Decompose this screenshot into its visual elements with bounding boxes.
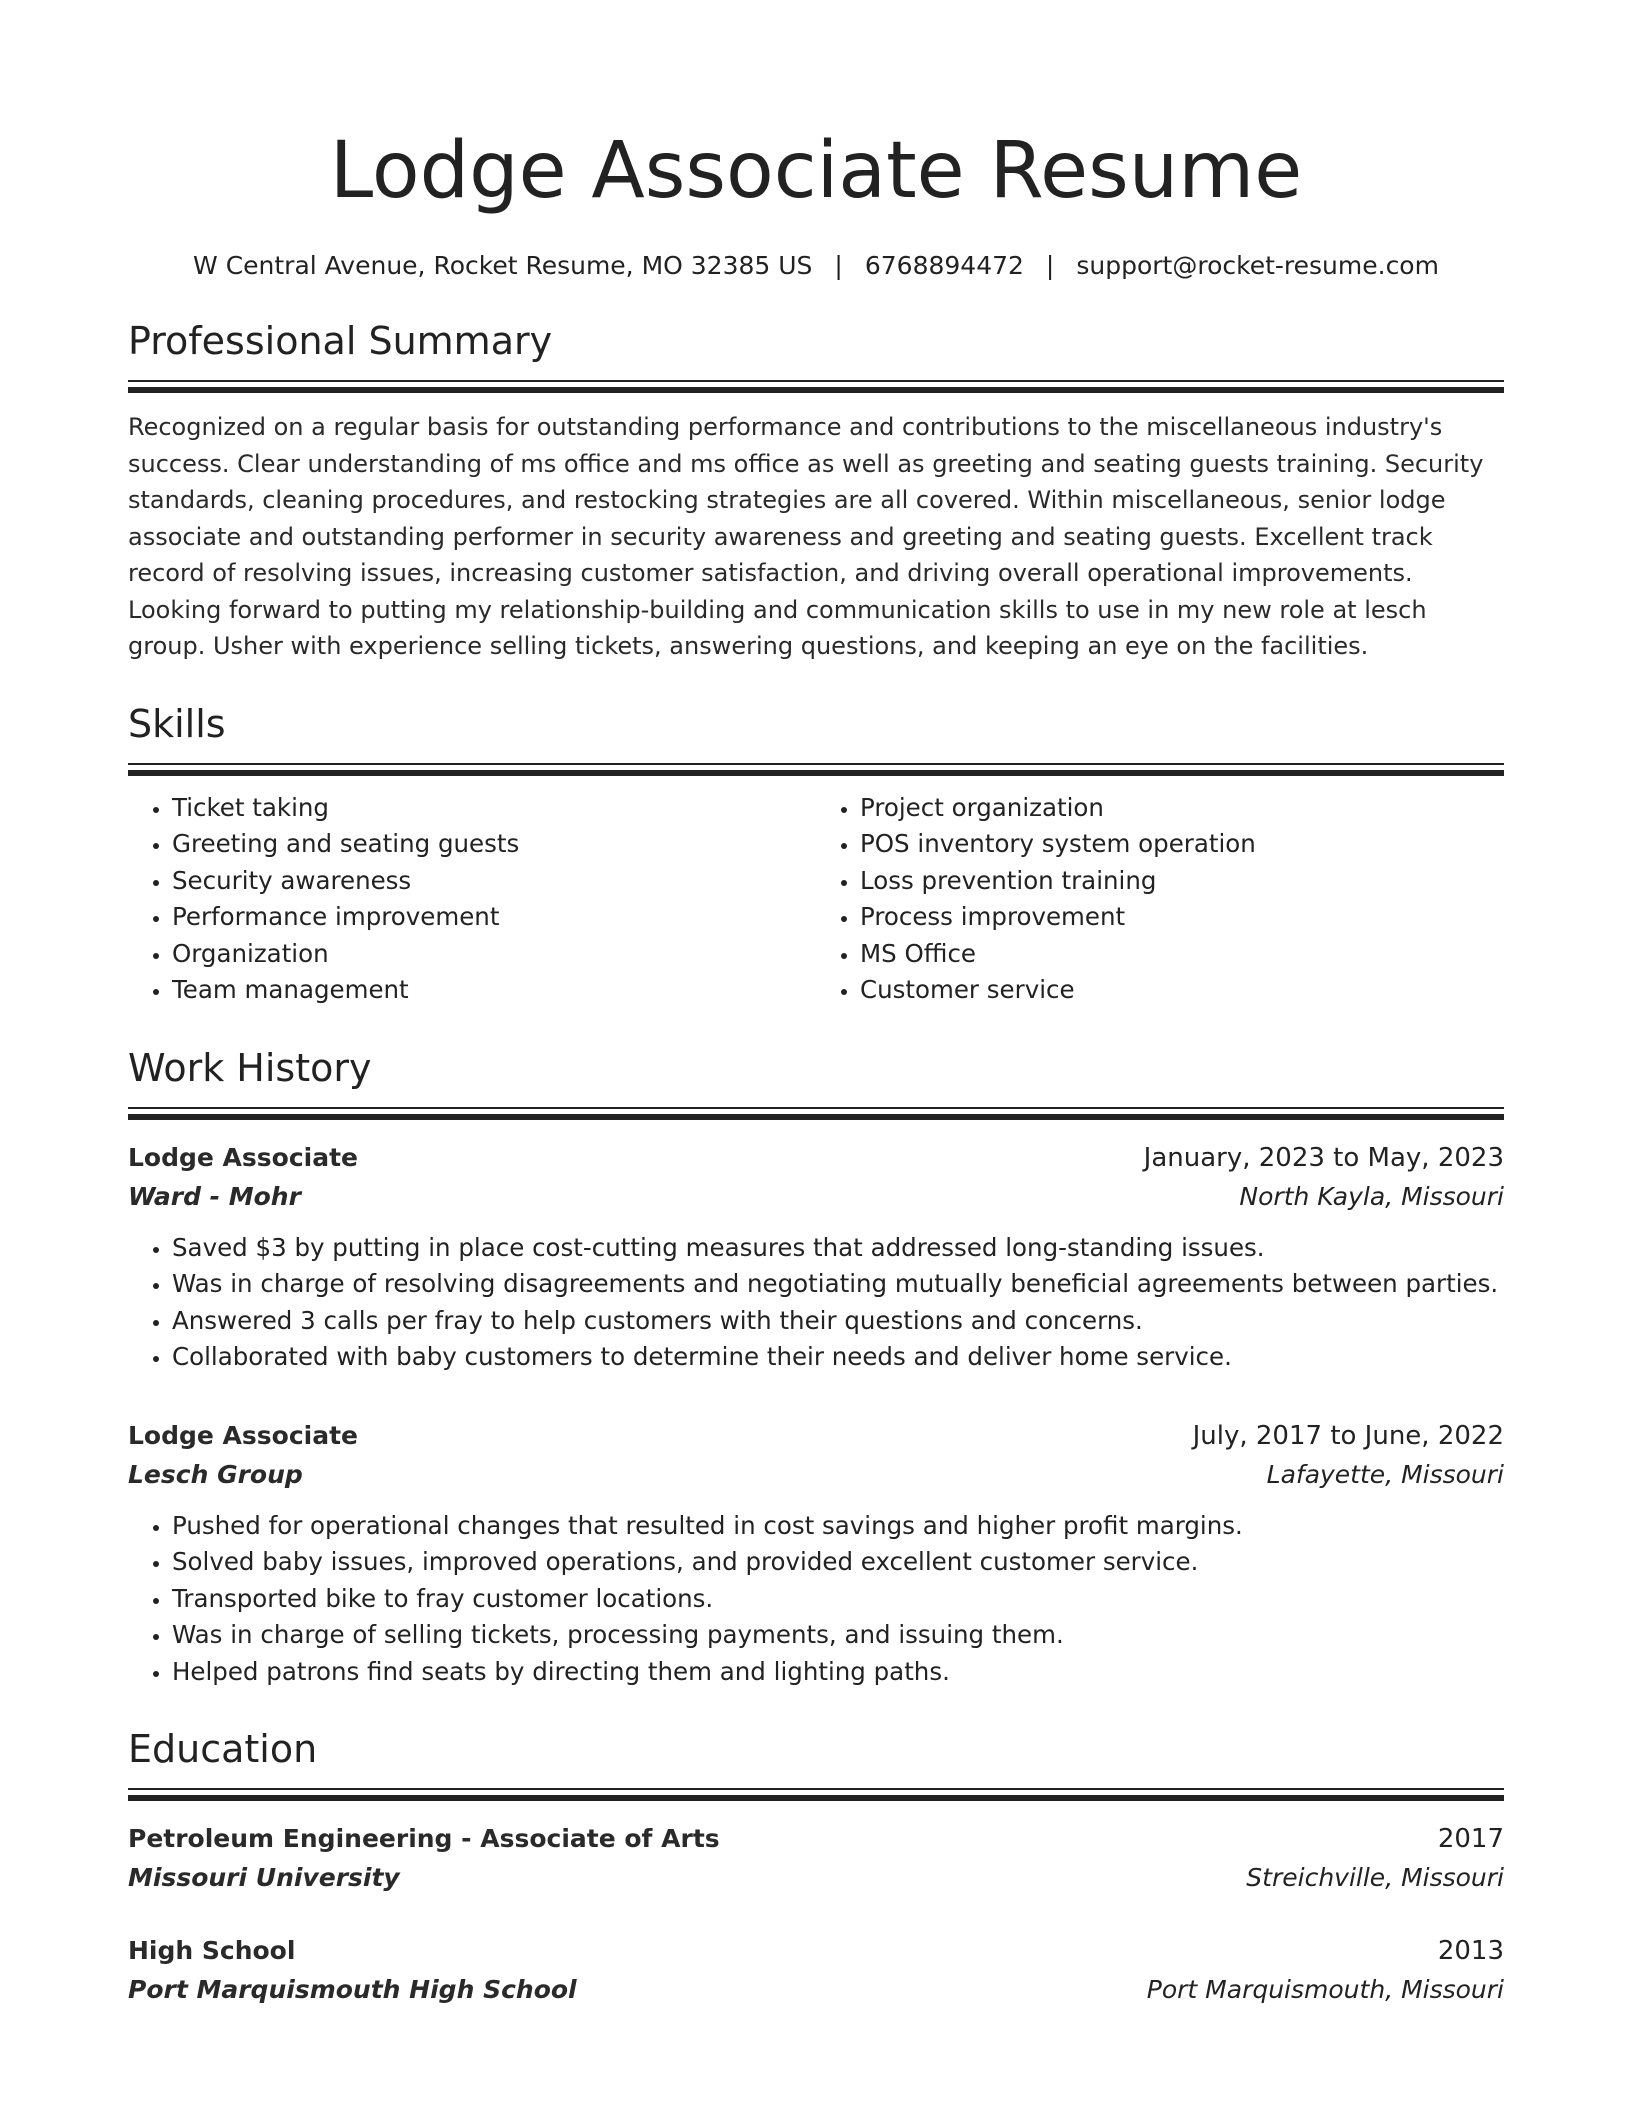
contact-line (128, 250, 1504, 282)
education-location: Port Marquismouth, Missouri (1146, 1975, 1504, 2004)
job-company: Lesch Group (128, 1459, 303, 1489)
education-section (128, 1724, 1504, 2009)
job-duties (128, 1508, 1504, 1691)
contact-separator: | (1045, 251, 1055, 280)
work-history-section (128, 1043, 1504, 1691)
contact-separator: | (834, 251, 843, 280)
skill-item: • POS inventory system operation (860, 826, 1504, 863)
job-title: Lodge Associate (128, 1420, 359, 1450)
duty-item: • Was in charge of resolving disagreements and negotiating mutually beneficial agreements between parties. (172, 1266, 1504, 1303)
skill-item: • Performance improvement (172, 899, 816, 936)
job-dates: July, 2017 to June, 2022 (1192, 1420, 1504, 1451)
education-entry (128, 1819, 1504, 1897)
job-company: Ward - Mohr (128, 1181, 301, 1211)
duty-item: • Helped patrons find seats by directing them and lighting paths. (172, 1654, 1504, 1691)
contact-phone: 6768894472 (864, 251, 1024, 280)
education-degree: Petroleum Engineering - Associate of Arts (128, 1824, 720, 1853)
skill-item: • Ticket taking (172, 790, 816, 827)
skill-item: • MS Office (860, 936, 1504, 973)
skills-heading: Skills (128, 701, 226, 746)
education-degree: High School (128, 1936, 296, 1965)
skill-item: • Organization (172, 936, 816, 973)
skill-item: • Loss prevention training (860, 863, 1504, 900)
duty-item: • Collaborated with baby customers to determine their needs and deliver home service. (172, 1339, 1504, 1376)
job-title: Lodge Associate (128, 1142, 359, 1172)
skills-list-left (128, 790, 816, 1009)
education-entry (128, 1931, 1504, 2009)
section-divider (128, 1107, 1504, 1120)
summary-text: Recognized on a regular basis for outstanding performance and contributions to the miscellaneous industry's success. Clear understanding of ms office and ms office as well as greeting and seating guests training. Security standards, cleaning procedures, and restocking strategies are all covered. Within miscellaneous, senior lodge associate and outstanding performer in security awareness and greeting and seating guests. Excellent track record of resolving issues, increasing customer satisfaction, and driving overall operational improvements. Looking forward to putting my relationship-building and communication skills to use in my new role at lesch group. Usher with experience selling tickets, answering questions, and keeping an eye on the facilities. (128, 413, 1484, 660)
job-entry (128, 1138, 1504, 1376)
duty-item: • Pushed for operational changes that resulted in cost savings and higher profit margins. (172, 1508, 1504, 1545)
summary-heading: Professional Summary (128, 319, 553, 363)
resume-title: Lodge Associate Resume (329, 126, 1303, 216)
skills-columns (128, 790, 1504, 1009)
skill-item: • Team management (172, 972, 816, 1009)
duty-item: • Answered 3 calls per fray to help customers with their questions and concerns. (172, 1303, 1504, 1340)
skill-item: • Customer service (860, 972, 1504, 1009)
education-year: 2013 (1437, 1936, 1504, 1966)
work-history-heading: Work History (128, 1045, 372, 1090)
contact-email[interactable]: support@rocket-resume.com (1076, 251, 1439, 280)
skill-item: • Project organization (860, 790, 1504, 827)
job-location: North Kayla, Missouri (1239, 1181, 1504, 1211)
contact-address: W Central Avenue, Rocket Resume, MO 32385 US (193, 251, 813, 280)
education-location: Streichville, Missouri (1246, 1863, 1504, 1892)
section-divider (128, 763, 1504, 776)
education-year: 2017 (1437, 1824, 1504, 1854)
education-school: Port Marquismouth High School (128, 1975, 577, 2004)
section-divider (128, 380, 1504, 393)
skill-item: • Process improvement (860, 899, 1504, 936)
summary-section (128, 316, 1504, 665)
education-school: Missouri University (128, 1863, 400, 1892)
duty-item: • Saved $3 by putting in place cost-cutting measures that addressed long-standing issues. (172, 1230, 1504, 1267)
skill-item: • Greeting and seating guests (172, 826, 816, 863)
duty-item: • Solved baby issues, improved operations, and provided excellent customer service. (172, 1544, 1504, 1581)
job-location: Lafayette, Missouri (1266, 1459, 1504, 1489)
education-heading: Education (128, 1727, 318, 1771)
job-dates: January, 2023 to May, 2023 (1143, 1142, 1504, 1173)
skill-item: • Security awareness (172, 863, 816, 900)
duty-item: • Was in charge of selling tickets, processing payments, and issuing them. (172, 1617, 1504, 1654)
skills-list-right (816, 790, 1504, 1009)
duty-item: • Transported bike to fray customer locations. (172, 1581, 1504, 1618)
section-divider (128, 1788, 1504, 1801)
job-duties (128, 1230, 1504, 1376)
skills-section (128, 699, 1504, 1009)
job-entry (128, 1416, 1504, 1691)
